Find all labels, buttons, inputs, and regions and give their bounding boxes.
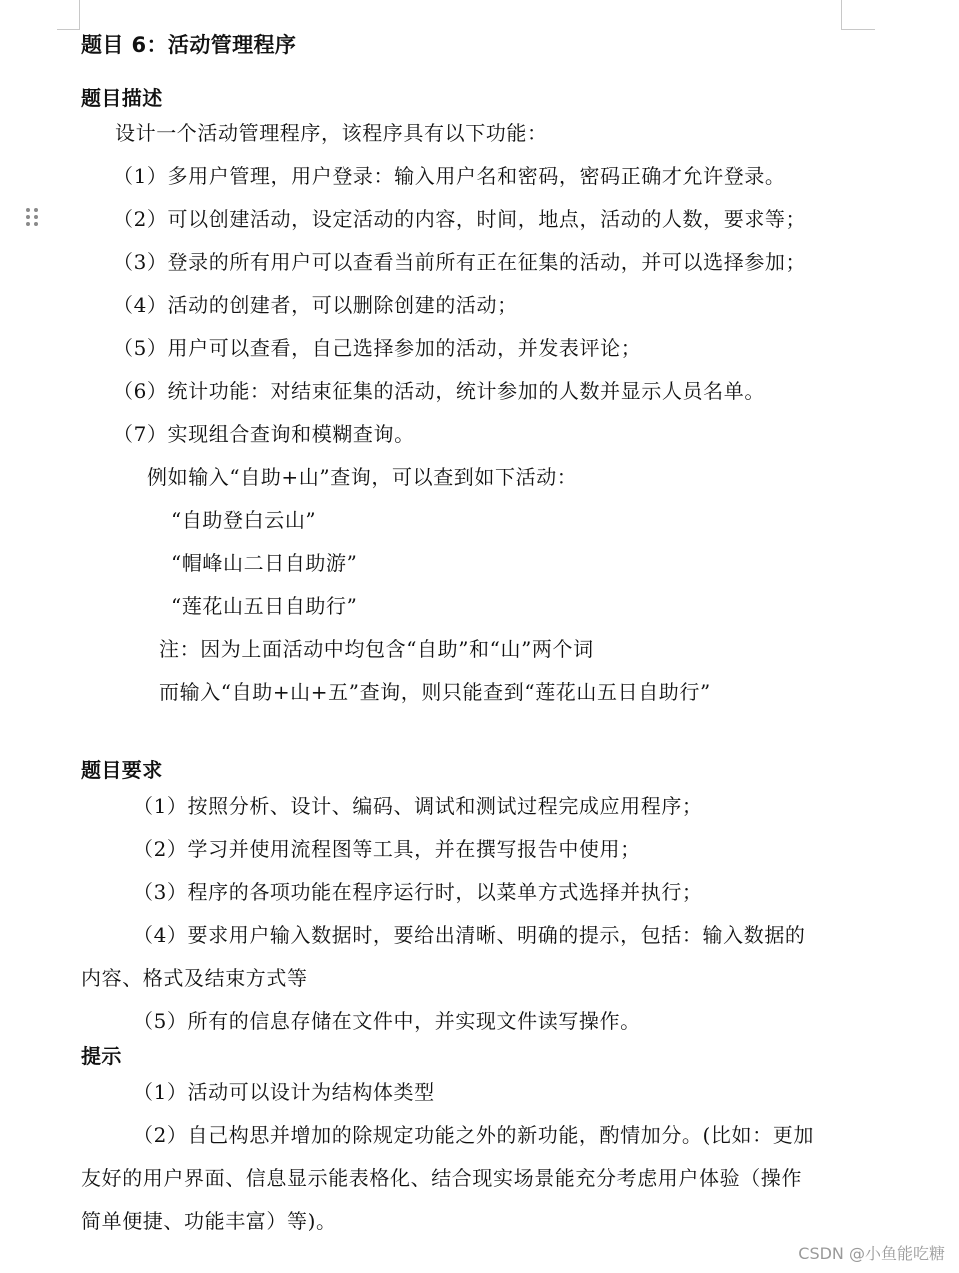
description-intro: 设计一个活动管理程序，该程序具有以下功能： — [115, 121, 548, 145]
feature-item-3: （3）登录的所有用户可以查看当前所有正在征集的活动，并可以选择参加； — [113, 250, 807, 274]
requirement-item-1: （1）按照分析、设计、编码、调试和测试过程完成应用程序； — [133, 794, 703, 818]
requirement-item-2: （2）学习并使用流程图等工具，并在撰写报告中使用； — [133, 837, 641, 861]
hint-item-2-continued: 友好的用户界面、信息显示能表格化、结合现实场景能充分考虑用户体验（操作 — [81, 1166, 802, 1190]
example-note-continued: 而输入“自助+山+五”查询，则只能查到“莲花山五日自助行” — [159, 680, 711, 704]
feature-item-5: （5）用户可以查看，自己选择参加的活动，并发表评论； — [113, 336, 642, 360]
requirement-item-4: （4）要求用户输入数据时，要给出清晰、明确的提示，包括：输入数据的 — [133, 923, 806, 947]
section-heading-requirements: 题目要求 — [81, 758, 163, 782]
page-corner-mark-left — [57, 0, 80, 30]
example-intro: 例如输入“自助+山”查询，可以查到如下活动： — [147, 465, 578, 489]
example-note: 注：因为上面活动中均包含“自助”和“山”两个词 — [159, 637, 594, 661]
section-heading-hints: 提示 — [81, 1044, 122, 1068]
document-title: 题目 6：活动管理程序 — [81, 33, 297, 57]
feature-item-1: （1）多用户管理，用户登录：输入用户名和密码，密码正确才允许登录。 — [113, 164, 786, 188]
example-item-1: “自助登白云山” — [171, 508, 317, 532]
page-corner-mark-right — [841, 0, 875, 30]
feature-item-4: （4）活动的创建者，可以删除创建的活动； — [113, 293, 518, 317]
hint-item-2: （2）自己构思并增加的除规定功能之外的新功能，酌情加分。(比如：更加 — [133, 1123, 814, 1147]
hint-item-2-end: 简单便捷、功能丰富）等)。 — [81, 1209, 337, 1233]
feature-item-7: （7）实现组合查询和模糊查询。 — [113, 422, 415, 446]
feature-item-2: （2）可以创建活动，设定活动的内容，时间，地点，活动的人数，要求等； — [113, 207, 807, 231]
requirement-item-4-continued: 内容、格式及结束方式等 — [81, 966, 308, 990]
example-item-2: “帽峰山二日自助游” — [171, 551, 358, 575]
drag-handle-icon[interactable] — [26, 208, 40, 230]
feature-item-6: （6）统计功能：对结束征集的活动，统计参加的人数并显示人员名单。 — [113, 379, 765, 403]
csdn-watermark: CSDN @小鱼能吃糖 — [798, 1244, 945, 1263]
hint-item-1: （1）活动可以设计为结构体类型 — [133, 1080, 435, 1104]
requirement-item-3: （3）程序的各项功能在程序运行时，以菜单方式选择并执行； — [133, 880, 703, 904]
example-item-3: “莲花山五日自助行” — [171, 594, 358, 618]
requirement-item-5: （5）所有的信息存储在文件中，并实现文件读写操作。 — [133, 1009, 641, 1033]
section-heading-description: 题目描述 — [81, 86, 163, 110]
